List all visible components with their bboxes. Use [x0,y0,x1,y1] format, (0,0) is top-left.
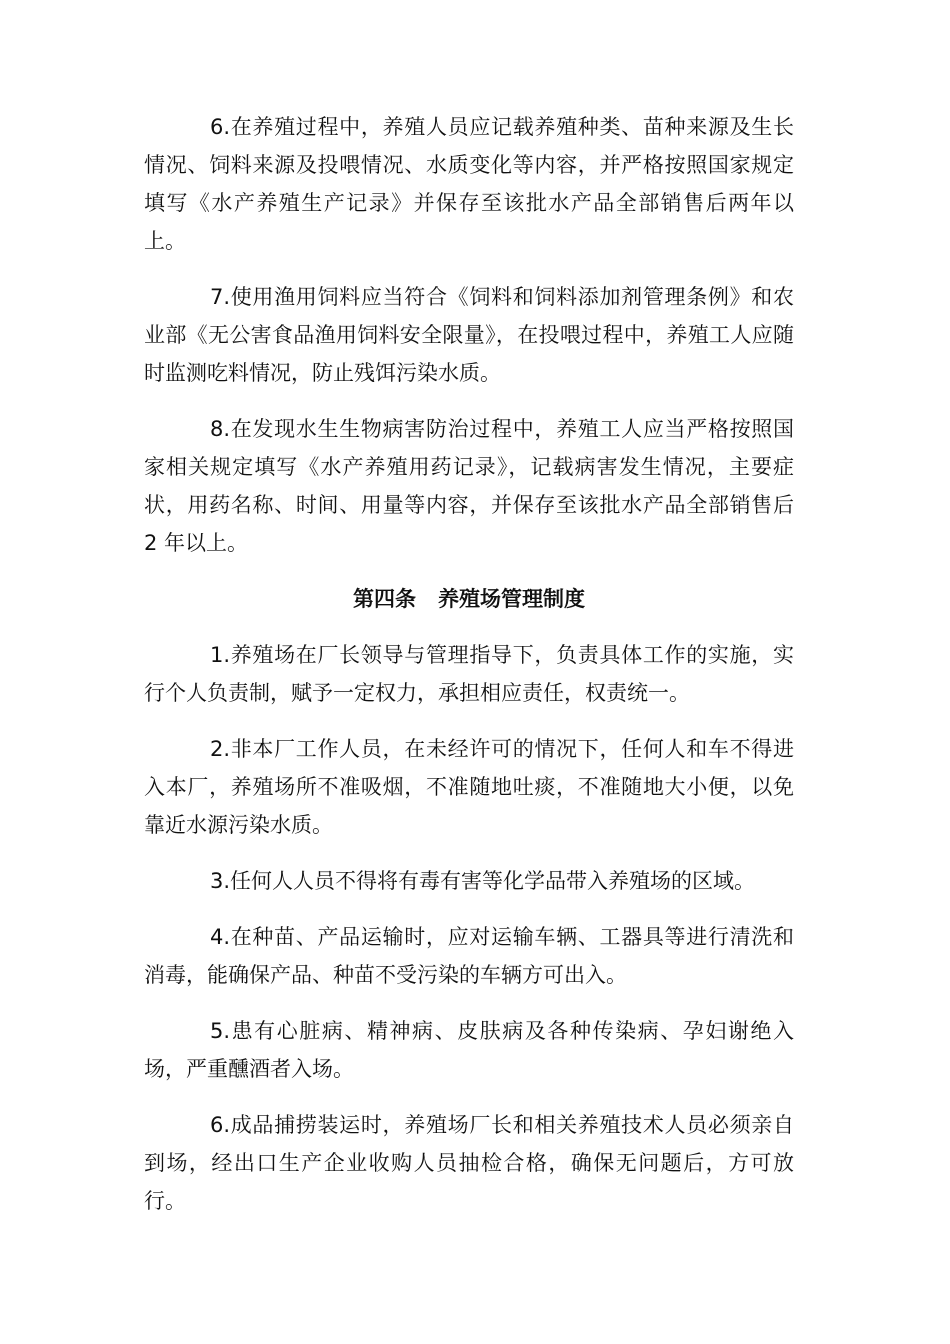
paragraph-item-6-records: 6.在养殖过程中，养殖人员应记载养殖种类、苗种来源及生长情况、饲料来源及投喂情况、水质变化等内容，并严格按照国家规定填写《水产养殖生产记录》并保存至该批水产品全部销售后两年以上。 [144,115,794,253]
paragraph-rule-4: 4.在种苗、产品运输时，应对运输车辆、工器具等进行清洗和消毒，能确保产品、种苗不受污染的车辆方可出入。 [144,925,794,987]
paragraph-rule-3: 3.任何人人员不得将有毒有害等化学品带入养殖场的区域。 [210,869,756,893]
section-heading: 第四条 养殖场管理制度 [353,587,585,611]
paragraph-rule-1: 1.养殖场在厂长领导与管理指导下，负责具体工作的实施，实行个人负责制，赋予一定权力，承担相应责任，权责统一。 [144,643,794,705]
paragraph-rule-2: 2.非本厂工作人员，在未经许可的情况下，任何人和车不得进入本厂，养殖场所不准吸烟，不准随地吐痰，不准随地大小便，以免靠近水源污染水质。 [144,737,794,837]
paragraph-item-8-disease: 8.在发现水生生物病害防治过程中，养殖工人应当严格按照国家相关规定填写《水产养殖用药记录》，记载病害发生情况，主要症状，用药名称、时间、用量等内容，并保存至该批水产品全部销售后 2 年以上。 [144,417,794,555]
document-page [144,108,794,1238]
paragraph-item-7-feed: 7.使用渔用饲料应当符合《饲料和饲料添加剂管理条例》和农业部《无公害食品渔用饲料安全限量》，在投喂过程中，养殖工人应随时监测吃料情况，防止残饵污染水质。 [144,285,794,385]
paragraph-rule-6: 6.成品捕捞装运时，养殖场厂长和相关养殖技术人员必须亲自到场，经出口生产企业收购人员抽检合格，确保无问题后，方可放行。 [144,1113,794,1213]
paragraph-rule-5: 5.患有心脏病、精神病、皮肤病及各种传染病、孕妇谢绝入场，严重醺酒者入场。 [144,1019,794,1081]
